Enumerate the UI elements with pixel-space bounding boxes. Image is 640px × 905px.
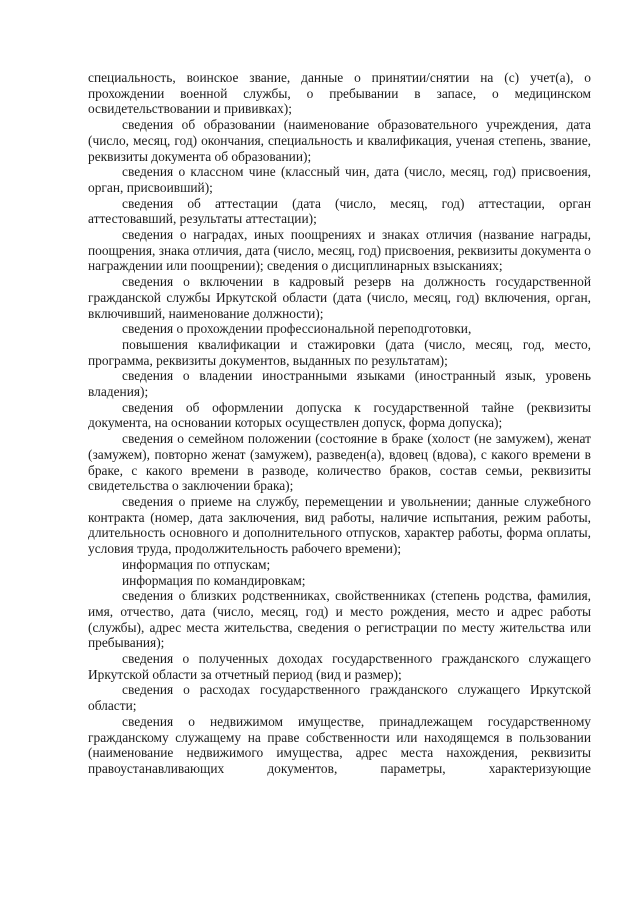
paragraph-family-status: сведения о семейном положении (состояние в браке (холост (не замужем), женат (замужем), повторно женат (замужем), разведен(а), вдовец (вдова), с какого времени в браке, с какого времени в разводе, количество браков, состав семьи, реквизиты свидетельства о заключении брака); <box>88 431 591 494</box>
paragraph-real-estate: сведения о недвижимом имуществе, принадлежащем государственному гражданскому служащему на праве собственности или находящемся в пользовании (наименование недвижимого имущества, адрес места нахождения, реквизиты правоустанавливающих документов, параметры, характеризующие <box>88 713 591 776</box>
paragraph-education: сведения об образовании (наименование образовательного учреждения, дата (число, месяц, год) окончания, специальность и квалификация, ученая степень, звание, реквизиты документа об образовании); <box>88 117 591 164</box>
paragraph-military-info: специальность, воинское звание, данные о принятии/снятии на (с) учет(а), о прохождении военной службы, о пребывании в запасе, о медицинском освидетельствовании и прививках); <box>88 70 591 117</box>
paragraph-class-rank: сведения о классном чине (классный чин, дата (число, месяц, год) присвоения, орган, присвоивший); <box>88 164 591 195</box>
paragraph-awards: сведения о наградах, иных поощрениях и знаках отличия (название награды, поощрения, знака отличия, дата (число, месяц, год) присвоения, реквизиты документа о награждении или поощрении); сведения о дисциплинарных взысканиях; <box>88 227 591 274</box>
paragraph-retraining: сведения о прохождении профессиональной переподготовки, <box>122 321 472 337</box>
document-page <box>88 70 591 777</box>
paragraph-personnel-reserve: сведения о включении в кадровый резерв на должность государственной гражданской службы Иркутской области (дата (число, месяц, год) включения, орган, включивший, наименование должности); <box>88 274 591 321</box>
paragraph-attestation: сведения об аттестации (дата (число, месяц, год) аттестации, орган аттестовавший, результаты аттестации); <box>88 195 591 227</box>
paragraph-expenses: сведения о расходах государственного гражданского служащего Иркутской области; <box>88 682 591 714</box>
paragraph-business-trips: информация по командировкам; <box>122 572 306 588</box>
paragraph-qualification: повышения квалификации и стажировки (дата (число, месяц, год, место, программа, реквизиты документов, выданных по результатам); <box>88 336 591 368</box>
paragraph-relatives: сведения о близких родственниках, свойственниках (степень родства, фамилия, имя, отчество, дата (число, месяц, год) и место рождения, место и адрес работы (службы), адрес места жительства, сведения о регистрации по месту жительства или пребывания); <box>88 588 591 651</box>
paragraph-security-clearance: сведения об оформлении допуска к государственной тайне (реквизиты документа, на основании которых осуществлен допуск, форма допуска); <box>88 399 591 431</box>
paragraph-income: сведения о полученных доходах государственного гражданского служащего Иркутской области за отчетный период (вид и размер); <box>88 651 591 682</box>
paragraph-vacations: информация по отпускам; <box>122 556 271 572</box>
paragraph-employment: сведения о приеме на службу, перемещении и увольнении; данные служебного контракта (номер, дата заключения, вид работы, наличие испытания, режим работы, длительность основного и дополнительного отпусков, характер работы, форма оплаты, условия труда, продолжительность рабочего времени); <box>88 493 591 557</box>
paragraph-languages: сведения о владении иностранными языками (иностранный язык, уровень владения); <box>88 368 591 400</box>
